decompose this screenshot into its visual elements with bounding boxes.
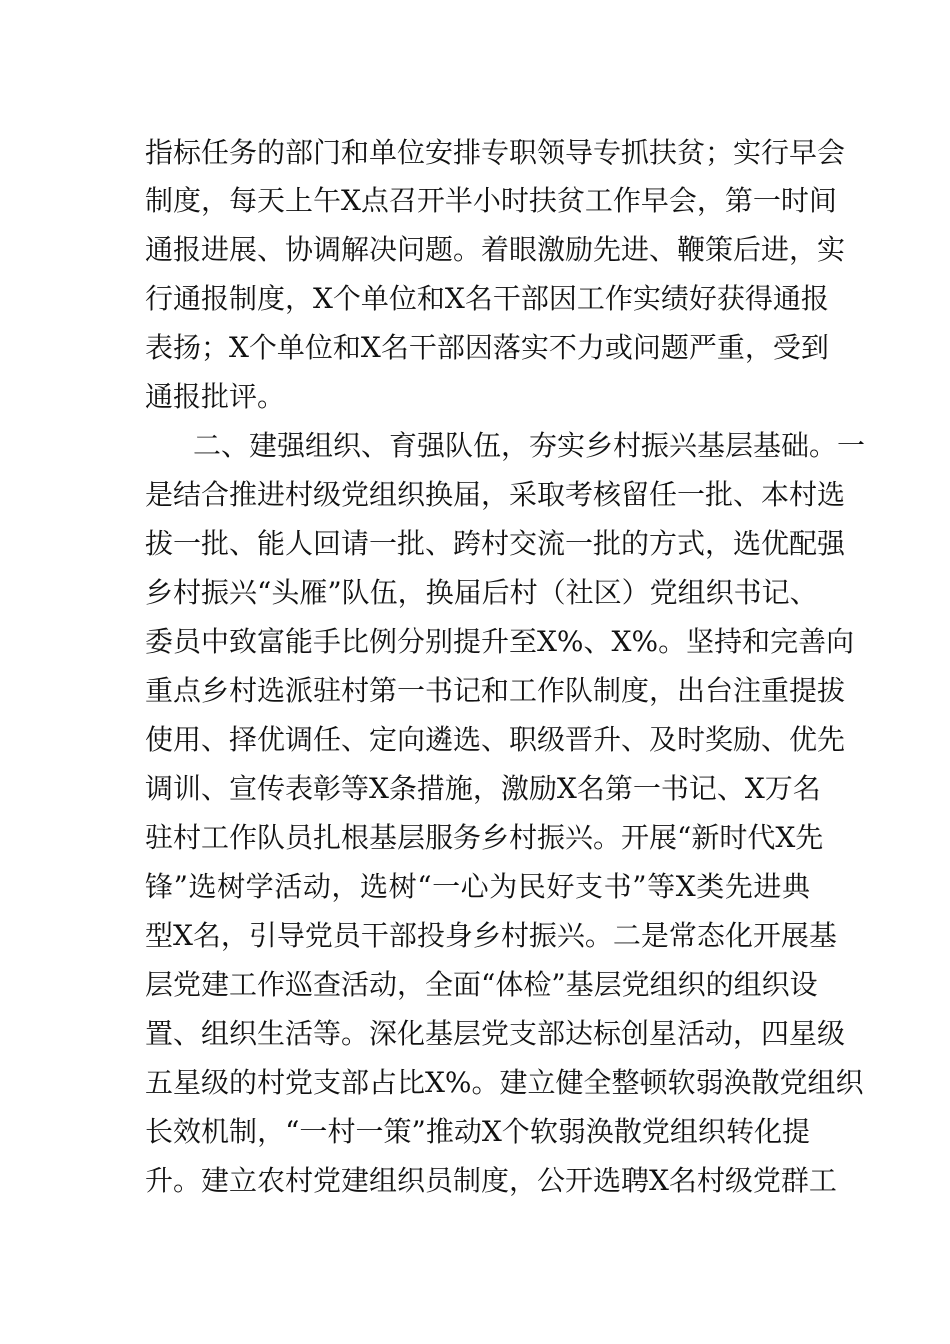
text-line: 锋”选树学活动，选树“一心为民好支书”等X类先进典 (145, 870, 810, 903)
text-line: 通报批评。 (145, 380, 286, 413)
text-line: 层党建工作巡查活动，全面“体检”基层党组织的组织设 (145, 968, 818, 1001)
text-line: 调训、宣传表彰等X条措施，激励X名第一书记、X万名 (145, 772, 821, 805)
text-line: 指标任务的部门和单位安排专职领导专抓扶贫；实行早会 (145, 136, 846, 169)
text-line: 重点乡村选派驻村第一书记和工作队制度，出台注重提拔 (145, 674, 846, 707)
text-line: 五星级的村党支部占比X%。建立健全整顿软弱涣散党组织 (145, 1066, 864, 1099)
text-line: 是结合推进村级党组织换届，采取考核留任一批、本村选 (145, 478, 846, 511)
text-line: 表扬；X个单位和X名干部因落实不力或问题严重，受到 (145, 331, 829, 364)
text-line: 委员中致富能手比例分别提升至X%、X%。坚持和完善向 (145, 625, 855, 658)
text-line: 制度，每天上午X点召开半小时扶贫工作早会，第一时间 (145, 184, 837, 217)
text-line: 通报进展、协调解决问题。着眼激励先进、鞭策后进，实 (145, 233, 846, 266)
text-line: 行通报制度，X个单位和X名干部因工作实绩好获得通报 (145, 282, 829, 315)
text-line: 置、组织生活等。深化基层党支部达标创星活动，四星级 (145, 1017, 846, 1050)
text-line: 乡村振兴“头雁”队伍，换届后村（社区）党组织书记、 (145, 576, 818, 609)
text-line: 拔一批、能人回请一批、跨村交流一批的方式，选优配强 (145, 527, 846, 560)
text-line: 长效机制，“一村一策”推动X个软弱涣散党组织转化提 (145, 1115, 810, 1148)
text-line: 型X名，引导党员干部投身乡村振兴。二是常态化开展基 (145, 919, 837, 952)
text-line: 升。建立农村党建组织员制度，公开选聘X名村级党群工 (145, 1164, 837, 1197)
section-heading-line: 二、建强组织、育强队伍，夯实乡村振兴基层基础。一 (193, 429, 866, 462)
text-line: 驻村工作队员扎根基层服务乡村振兴。开展“新时代X先 (145, 821, 824, 854)
text-line: 使用、择优调任、定向遴选、职级晋升、及时奖励、优先 (145, 723, 846, 756)
